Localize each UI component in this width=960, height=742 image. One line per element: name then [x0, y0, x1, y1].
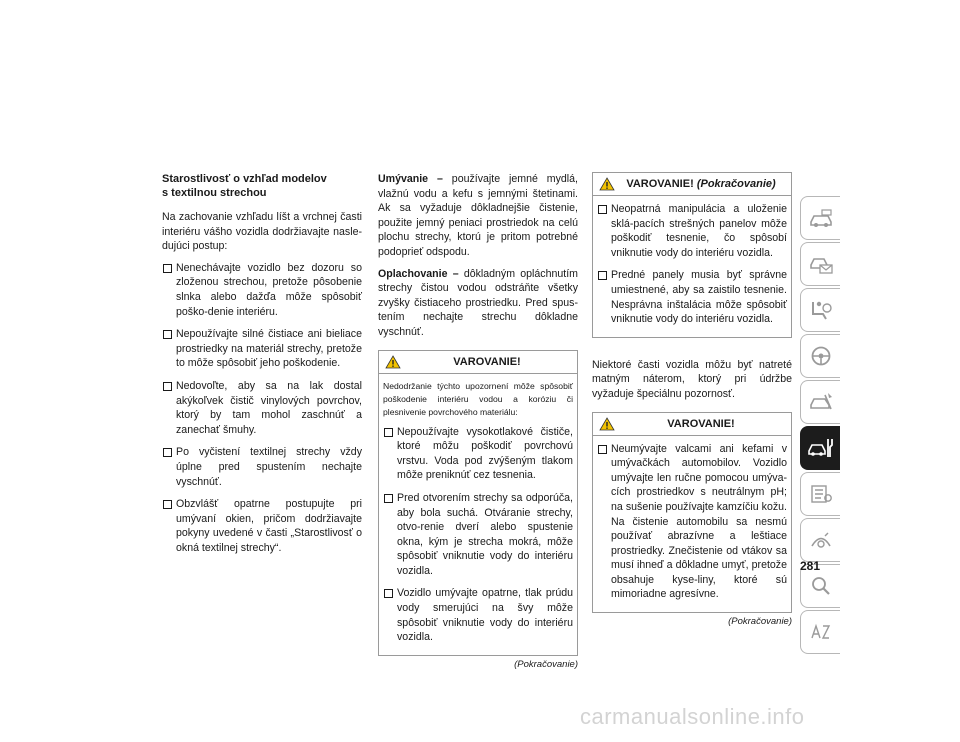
- warning-header: [593, 413, 791, 436]
- warning-list: [597, 202, 787, 327]
- index-alphabet-icon: [808, 621, 834, 643]
- list-item: Vozidlo umývajte opatrne, tlak prúdu vody smerujúci na švy môže spôsobiť vniknutie vody do interiéru vozidla.: [383, 586, 573, 644]
- warning-list: [383, 425, 573, 645]
- column-right: [592, 172, 792, 630]
- warning-intro: Nedodržanie týchto upozornení môže spôsobiť poškodenie interiéru vodou a koróziu či plesnivenie povrchového materiálu:: [383, 380, 573, 417]
- warning-box: [592, 412, 792, 614]
- tab-emergency[interactable]: [800, 380, 840, 424]
- tab-multimedia[interactable]: [800, 518, 840, 562]
- continued-label: (Pokračovanie): [728, 616, 792, 628]
- list-item: Nenechávajte vozidlo bez dozoru so zloženou strechou, pretože pôsobenie slnka alebo dažďa môže spôsobiť poško-denie interiéru.: [162, 261, 362, 319]
- list-item: Obzvlášť opatrne postupujte pri umývaní okien, pričom dodržiavajte pokyny uvedené v časti „Starostlivosť o okná textilnej strechy“.: [162, 497, 362, 555]
- rinse-paragraph: [378, 267, 578, 340]
- tab-dashboard[interactable]: [800, 196, 840, 240]
- list-item: Predné panely musia byť správne umiestnené, aby sa zaistilo tesnenie. Nesprávna inštalácia môže spôsobiť vniknutie vody do interiéru vozidla.: [597, 268, 787, 326]
- warning-header: [379, 351, 577, 374]
- warning-triangle-icon: [385, 355, 401, 369]
- tab-specifications[interactable]: [800, 472, 840, 516]
- list-item: Neumývajte valcami ani kefami v umývačkách automobilov. Vozidlo umývajte len ručne pomocou umýva-cích prostriedkov s neutrálnym pH; na sušenie používajte kamzíčiu kožu. Na čistenie automobilu sa nesmú používať abrazívne a leštiace prostriedky. Znečistenie od vtákov sa musí ihneď a dôkladne umyť, pretože obsahuje kyse-liny, ktoré sú mimoriadne agresívne.: [597, 442, 787, 603]
- tab-driving[interactable]: [800, 334, 840, 378]
- list-item: Neopatrná manipulácia a uloženie sklá-pacích strešných panelov môže poškodiť tesnenie, čo spôsobí vniknutie vody do interiéru vozidla.: [597, 202, 787, 260]
- heading-line-2: s textilnou strechou: [162, 187, 267, 199]
- section-heading: [162, 172, 362, 200]
- matte-paint-paragraph: Niektoré časti vozidla môžu byť natreté matným náterom, ktorý pri údržbe vyžaduje špeciálnu pozornosť.: [592, 358, 792, 400]
- tab-controls[interactable]: [800, 242, 840, 286]
- warning-title: VAROVANIE!: [667, 417, 735, 430]
- warning-title-suffix: (Pokračovanie): [696, 178, 776, 190]
- rinse-text: dôkladným opláchnutím strechy čistou vodou odstráňte všetky zvyšky čistiaceho prostriedku. Pred spus-tením nechajte strechu dôkladne vyschnúť.: [378, 267, 578, 338]
- rinse-label: Oplachovanie –: [378, 267, 459, 280]
- intro-paragraph: Na zachovanie vzhľadu líšt a vrchnej časti interiéru vášho vozidla dodržiavajte nasle-dujúci postup:: [162, 211, 362, 253]
- warning-body: [593, 436, 791, 613]
- car-crash-icon: [808, 391, 834, 413]
- warning-list: [597, 442, 787, 603]
- continued-label: (Pokračovanie): [514, 658, 578, 670]
- list-item: Nedovoľte, aby sa na lak dostal akýkoľvek čistič vinylových povrchov, ktorý by tam mohol zaschnúť a zanechať šmuhy.: [162, 379, 362, 437]
- wash-paragraph: [378, 172, 578, 260]
- warning-triangle-icon: [599, 417, 615, 431]
- chapter-tabs: [800, 196, 840, 656]
- watermark: carmanualsonline.info: [580, 704, 805, 729]
- tab-servicing[interactable]: [800, 426, 840, 470]
- wash-text: používajte jemné mydlá, vlažnú vodu a kefu s jemnými štetinami. Ak sa vyžaduje dôkladnejšie čistenie, použite jemný peniaci prostriedok na celú plochu strechy, ktorú je pritom potrebné podoprieť odspodu.: [378, 173, 578, 258]
- steering-wheel-icon: [808, 345, 834, 367]
- tab-index[interactable]: [800, 610, 840, 654]
- list-item: Nepoužívajte silné čistiace ani bieliace prostriedky na materiál strechy, pretože to môže spôsobiť jeho poškodenie.: [162, 327, 362, 371]
- car-tools-icon: [807, 436, 835, 460]
- warning-triangle-icon: [599, 177, 615, 191]
- warning-box: [378, 350, 578, 656]
- wash-label: Umývanie –: [378, 173, 443, 185]
- column-left: [162, 172, 362, 563]
- specifications-list-icon: [808, 483, 834, 505]
- warning-header: [593, 173, 791, 196]
- warning-body: [593, 196, 791, 337]
- tab-safety[interactable]: [800, 288, 840, 332]
- list-item: Pred otvorením strechy sa odporúča, aby bola suchá. Otváranie strechy, otvo-renie dverí alebo spustenie okna, kým je strecha mokrá, môže spôsobiť vniknutie vody do interiéru vozidla.: [383, 491, 573, 579]
- seat-airbag-icon: [808, 299, 834, 321]
- warning-title: VAROVANIE!: [626, 178, 694, 190]
- list-item: Nepoužívajte vysokotlakové čističe, ktoré môžu poškodiť povrchovú vrstvu. Voda pod zvýšeným tlakom môže preniknúť cez tesnenia.: [383, 425, 573, 483]
- car-dashboard-icon: [808, 207, 834, 229]
- page-number: 281: [800, 559, 821, 573]
- warning-box: [592, 172, 792, 338]
- care-list: [162, 261, 362, 556]
- list-item: Po vyčistení textilnej strechy vždy úplne pred spustením nechajte vyschnúť.: [162, 445, 362, 489]
- search-icon: [808, 575, 834, 597]
- column-middle: [378, 172, 578, 672]
- heading-line-1: Starostlivosť o vzhľad modelov: [162, 173, 327, 185]
- languages-icon: [808, 529, 834, 551]
- warning-title: VAROVANIE!: [453, 355, 521, 368]
- car-mail-icon: [808, 253, 834, 275]
- warning-body: [379, 374, 577, 655]
